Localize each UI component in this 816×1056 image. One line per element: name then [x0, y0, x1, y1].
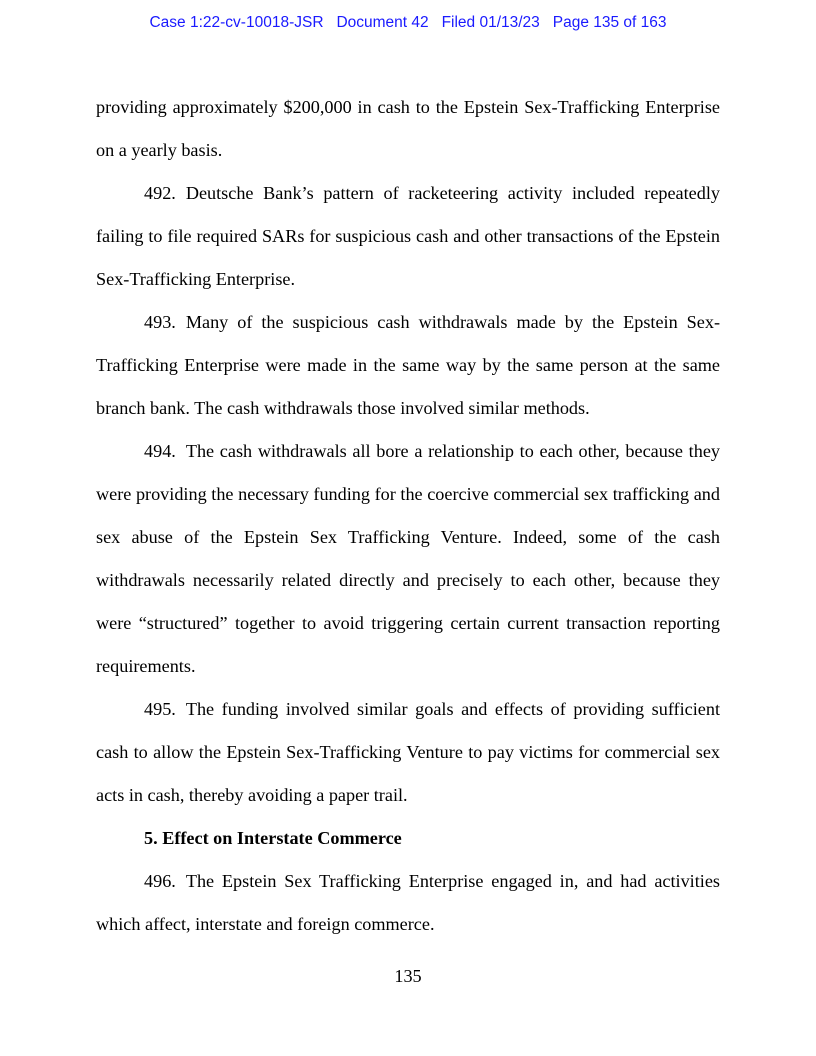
- paragraph-text: providing approximately $200,000 in cash to the Epstein Sex-Trafficking Enterprise on a yearly basis.: [96, 97, 720, 160]
- paragraph-496: [96, 860, 720, 946]
- filed-date: Filed 01/13/23: [441, 14, 540, 31]
- paragraph-493: [96, 301, 720, 430]
- page-of-total: Page 135 of 163: [552, 14, 667, 31]
- document-number: Document 42: [336, 14, 429, 31]
- paragraph-continuation: [96, 86, 720, 172]
- paragraph-492: [96, 172, 720, 301]
- paragraph-number: 495.: [144, 699, 176, 719]
- paragraph-text: Deutsche Bank’s pattern of racketeering activity included repeatedly failing to file required SARs for suspicious cash and other transactions of the Epstein Sex-Trafficking Enterprise.: [96, 183, 720, 289]
- paragraph-text: The Epstein Sex Trafficking Enterprise engaged in, and had activities which affect, interstate and foreign commerce.: [96, 871, 720, 934]
- paragraph-text: Many of the suspicious cash withdrawals made by the Epstein Sex-Trafficking Enterprise were made in the same way by the same person at the same branch bank. The cash withdrawals those involved similar methods.: [96, 312, 720, 418]
- court-filing-header: [0, 14, 816, 32]
- paragraph-text: The funding involved similar goals and effects of providing sufficient cash to allow the Epstein Sex-Trafficking Venture to pay victims for commercial sex acts in cash, thereby avoiding a paper trail.: [96, 699, 720, 805]
- document-body: [96, 86, 720, 946]
- paragraph-494: [96, 430, 720, 688]
- case-number: Case 1:22-cv-10018-JSR: [149, 14, 324, 31]
- paragraph-number: 494.: [144, 441, 176, 461]
- paragraph-number: 493.: [144, 312, 176, 332]
- section-heading: 5. Effect on Interstate Commerce: [144, 828, 402, 848]
- paragraph-number: 496.: [144, 871, 176, 891]
- paragraph-number: 492.: [144, 183, 176, 203]
- paragraph-text: The cash withdrawals all bore a relationship to each other, because they were providing the necessary funding for the coercive commercial sex trafficking and sex abuse of the Epstein Sex Trafficking Venture. Indeed, some of the cash withdrawals necessarily related directly and precisely to each other, because they were “structured” together to avoid triggering certain current transaction reporting requirements.: [96, 441, 720, 676]
- paragraph-495: [96, 688, 720, 817]
- page-number: 135: [394, 966, 422, 986]
